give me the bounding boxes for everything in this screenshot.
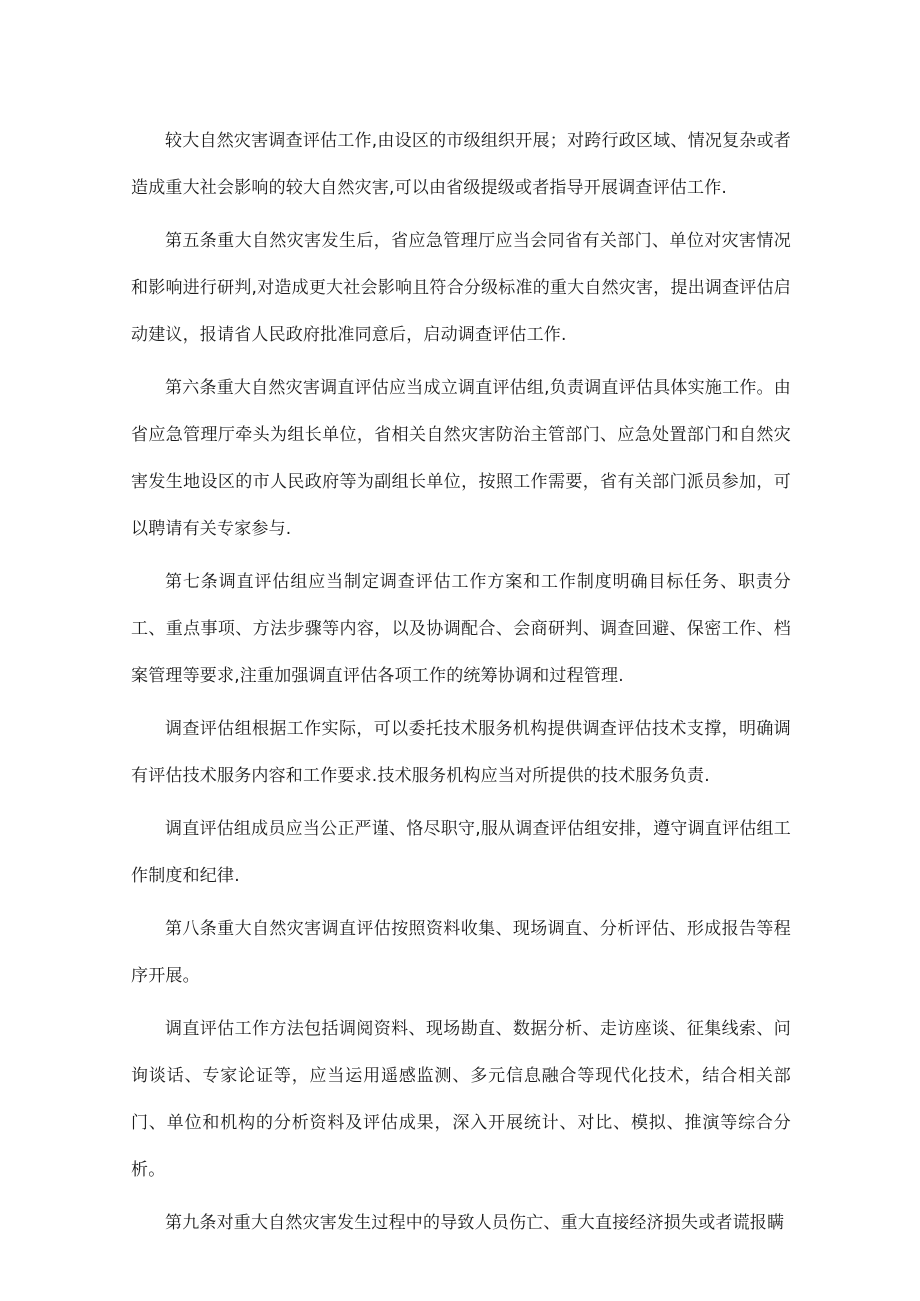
document-body bbox=[131, 118, 791, 1253]
paragraph-1: 较大自然灾害调查评估工作,由设区的市级组织开展；对跨行政区域、情况复杂或者造成重大社会影响的较大自然灾害,可以由省级提级或者指导开展调查评估工作. bbox=[131, 131, 791, 198]
paragraph-3: 第六条重大自然灾害调直评估应当成立调直评估组,负责调直评估具体实施工作。由省应急管理厅牵头为组长单位，省相关自然灾害防治主管部门、应急处置部门和自然灾害发生地设区的市人民政府等为副组长单位，按照工作需要，省有关部门派员参加，可以聘请有关专家参与. bbox=[131, 378, 791, 539]
paragraph-8: 调直评估工作方法包括调阅资料、现场勘直、数据分析、走访座谈、征集线索、问询谈话、专家论证等，应当运用遥感监测、多元信息融合等现代化技术，结合相关部门、单位和机构的分析资料及评估成果，深入开展统计、对比、模拟、推演等综合分析。 bbox=[131, 1019, 791, 1180]
paragraph-9: 第九条对重大自然灾害发生过程中的导致人员伤亡、重大直接经济损失或者谎报瞒 bbox=[165, 1213, 785, 1233]
paragraph-7: 第八条重大自然灾害调直评估按照资料收集、现场调直、分析评估、形成报告等程序开展。 bbox=[131, 919, 791, 986]
paragraph-5: 调查评估组根据工作实际，可以委托技术服务机构提供调查评估技术支撑，明确调有评估技术服务内容和工作要求.技术服务机构应当对所提供的技术服务负责. bbox=[131, 719, 791, 786]
paragraph-6: 调直评估组成员应当公正严谨、恪尽职守,服从调查评估组安排，遵守调直评估组工作制度和纪律. bbox=[131, 819, 791, 886]
paragraph-2: 第五条重大自然灾害发生后，省应急管理厅应当会同省有关部门、单位对灾害情况和影响进行研判,对造成更大社会影响且符合分级标准的重大自然灾害，提出调查评估启动建议，报请省人民政府批准同意后，启动调查评估工作. bbox=[131, 231, 791, 345]
paragraph-4: 第七条调直评估组应当制定调查评估工作方案和工作制度明确目标任务、职责分工、重点事项、方法步骤等内容，以及协调配合、会商研判、调查回避、保密工作、档案管理等要求,注重加强调直评估各项工作的统筹协调和过程管理. bbox=[131, 572, 791, 686]
